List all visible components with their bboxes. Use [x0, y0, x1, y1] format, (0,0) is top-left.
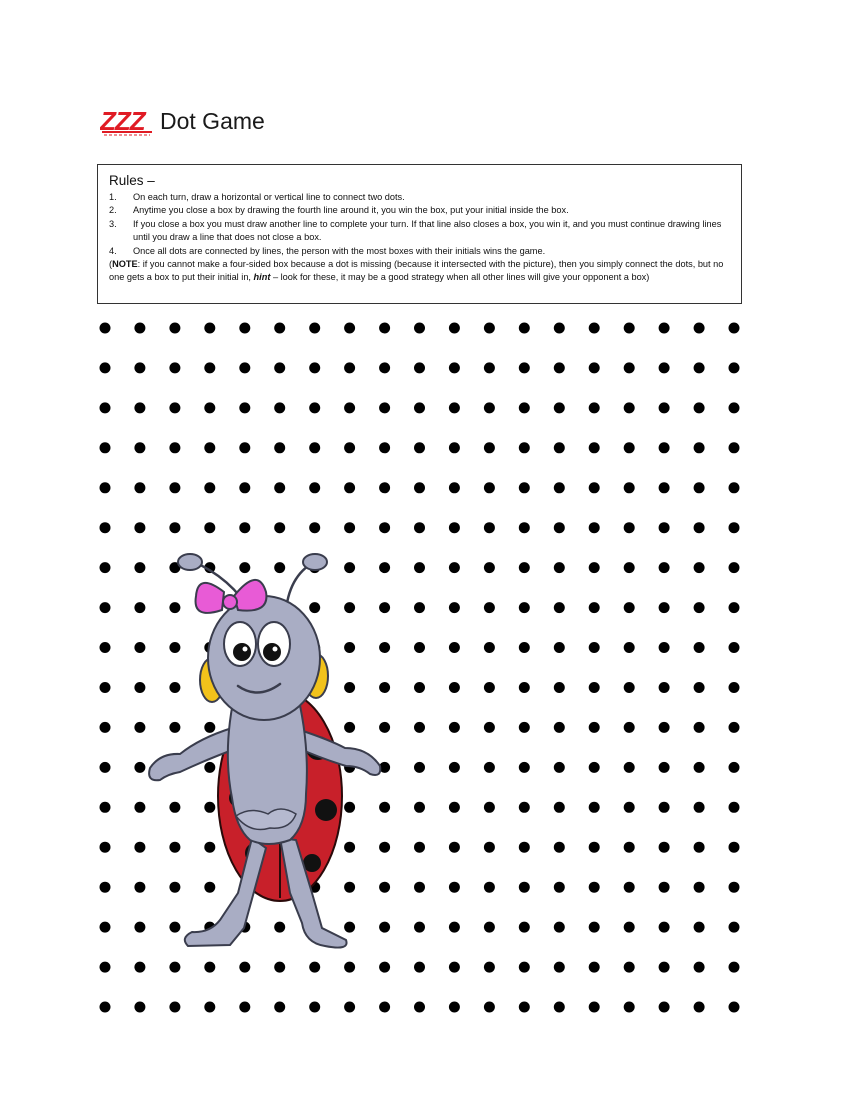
grid-dot[interactable]	[729, 882, 740, 893]
note-label: NOTE	[112, 259, 138, 270]
grid-dot[interactable]	[589, 323, 600, 334]
grid-dot[interactable]	[589, 722, 600, 733]
grid-dot[interactable]	[204, 402, 215, 413]
grid-dot[interactable]	[309, 362, 320, 373]
grid-dot[interactable]	[100, 842, 111, 853]
grid-dot[interactable]	[694, 962, 705, 973]
grid-dot[interactable]	[484, 962, 495, 973]
grid-dot[interactable]	[729, 842, 740, 853]
grid-dot[interactable]	[414, 762, 425, 773]
grid-dot[interactable]	[624, 722, 635, 733]
grid-dot[interactable]	[554, 1002, 565, 1013]
grid-dot[interactable]	[274, 402, 285, 413]
grid-dot[interactable]	[554, 922, 565, 933]
grid-dot[interactable]	[589, 642, 600, 653]
grid-dot[interactable]	[134, 362, 145, 373]
hint-text: – look for these, it may be a good strategy when all other lines will give your opponent a box)	[270, 272, 650, 283]
grid-dot[interactable]	[414, 602, 425, 613]
grid-dot[interactable]	[554, 682, 565, 693]
grid-dot[interactable]	[659, 722, 670, 733]
grid-dot[interactable]	[449, 1002, 460, 1013]
grid-dot[interactable]	[449, 922, 460, 933]
grid-dot[interactable]	[449, 642, 460, 653]
grid-dot[interactable]	[624, 802, 635, 813]
grid-dot[interactable]	[204, 442, 215, 453]
grid-dot[interactable]	[589, 442, 600, 453]
grid-dot[interactable]	[519, 482, 530, 493]
grid-dot[interactable]	[100, 402, 111, 413]
grid-dot[interactable]	[309, 323, 320, 334]
rule-number: 2.	[109, 205, 117, 216]
grid-dot[interactable]	[624, 402, 635, 413]
grid-dot[interactable]	[729, 802, 740, 813]
grid-dot[interactable]	[484, 762, 495, 773]
grid-dot[interactable]	[239, 482, 250, 493]
grid-dot[interactable]	[554, 882, 565, 893]
grid-dot[interactable]	[519, 802, 530, 813]
grid-dot[interactable]	[239, 522, 250, 533]
grid-dot[interactable]	[519, 762, 530, 773]
grid-dot[interactable]	[694, 442, 705, 453]
grid-dot[interactable]	[414, 922, 425, 933]
grid-dot[interactable]	[414, 482, 425, 493]
grid-dot[interactable]	[414, 323, 425, 334]
grid-dot[interactable]	[694, 362, 705, 373]
grid-dot[interactable]	[309, 522, 320, 533]
page-title: Dot Game	[160, 107, 265, 134]
grid-dot[interactable]	[624, 482, 635, 493]
grid-dot[interactable]	[484, 562, 495, 573]
grid-dot[interactable]	[659, 602, 670, 613]
rule-text: Anytime you close a box by drawing the fourth line around it, you win the box, put your initial inside the box.	[133, 205, 569, 216]
grid-dot[interactable]	[694, 323, 705, 334]
grid-dot[interactable]	[169, 522, 180, 533]
grid-dot[interactable]	[449, 802, 460, 813]
grid-dot[interactable]	[169, 442, 180, 453]
grid-dot[interactable]	[414, 642, 425, 653]
grid-dot[interactable]	[519, 882, 530, 893]
grid-dot[interactable]	[204, 522, 215, 533]
grid-dot[interactable]	[169, 362, 180, 373]
grid-dot[interactable]	[449, 362, 460, 373]
grid-dot[interactable]	[414, 722, 425, 733]
grid-dot[interactable]	[414, 1002, 425, 1013]
grid-dot[interactable]	[134, 402, 145, 413]
grid-dot[interactable]	[589, 402, 600, 413]
rule-text: Once all dots are connected by lines, the person with the most boxes with their initials wins the game.	[133, 245, 546, 256]
grid-dot[interactable]	[414, 962, 425, 973]
rule-text: If you close a box you must draw another line to complete your turn. If that line also closes a box, you win it, and you must continue drawing lines until you draw a line that does not close a box.	[133, 218, 722, 243]
grid-dot[interactable]	[484, 362, 495, 373]
grid-dot[interactable]	[624, 362, 635, 373]
grid-dot[interactable]	[344, 482, 355, 493]
rules-heading: Rules –	[109, 173, 155, 188]
grid-dot[interactable]	[659, 922, 670, 933]
grid-dot[interactable]	[484, 882, 495, 893]
grid-dot[interactable]	[589, 562, 600, 573]
grid-dot[interactable]	[729, 762, 740, 773]
grid-dot[interactable]	[100, 482, 111, 493]
grid-dot[interactable]	[274, 1002, 285, 1013]
grid-dot[interactable]	[100, 882, 111, 893]
grid-dot[interactable]	[309, 1002, 320, 1013]
grid-dot[interactable]	[100, 762, 111, 773]
grid-dot[interactable]	[309, 482, 320, 493]
grid-dot[interactable]	[659, 802, 670, 813]
grid-dot[interactable]	[449, 762, 460, 773]
grid-dot[interactable]	[519, 602, 530, 613]
grid-dot[interactable]	[554, 962, 565, 973]
grid-dot[interactable]	[694, 1002, 705, 1013]
grid-dot[interactable]	[449, 562, 460, 573]
grid-dot[interactable]	[379, 522, 390, 533]
grid-dot[interactable]	[484, 442, 495, 453]
grid-dot[interactable]	[134, 522, 145, 533]
grid-dot[interactable]	[624, 642, 635, 653]
grid-dot[interactable]	[274, 362, 285, 373]
grid-dot[interactable]	[204, 482, 215, 493]
grid-dot[interactable]	[694, 762, 705, 773]
grid-dot[interactable]	[624, 882, 635, 893]
grid-dot[interactable]	[659, 682, 670, 693]
grid-dot[interactable]	[729, 962, 740, 973]
grid-dot[interactable]	[589, 802, 600, 813]
grid-dot[interactable]	[519, 922, 530, 933]
grid-dot[interactable]	[624, 962, 635, 973]
grid-dot[interactable]	[624, 922, 635, 933]
grid-dot[interactable]	[519, 442, 530, 453]
grid-dot[interactable]	[519, 362, 530, 373]
grid-dot[interactable]	[624, 562, 635, 573]
grid-dot[interactable]	[694, 882, 705, 893]
grid-dot[interactable]	[554, 522, 565, 533]
grid-dot[interactable]	[624, 323, 635, 334]
grid-dot[interactable]	[659, 962, 670, 973]
grid-dot[interactable]	[694, 562, 705, 573]
grid-dot[interactable]	[379, 482, 390, 493]
grid-dot[interactable]	[239, 402, 250, 413]
grid-dot[interactable]	[659, 442, 670, 453]
grid-dot[interactable]	[449, 402, 460, 413]
grid-dot[interactable]	[484, 922, 495, 933]
grid-dot[interactable]	[379, 362, 390, 373]
grid-dot[interactable]	[414, 882, 425, 893]
grid-dot[interactable]	[694, 682, 705, 693]
grid-dot[interactable]	[694, 722, 705, 733]
grid-dot[interactable]	[449, 323, 460, 334]
grid-dot[interactable]	[589, 1002, 600, 1013]
grid-dot[interactable]	[414, 802, 425, 813]
grid-dot[interactable]	[554, 642, 565, 653]
grid-dot[interactable]	[100, 602, 111, 613]
grid-dot[interactable]	[729, 323, 740, 334]
grid-dot[interactable]	[554, 362, 565, 373]
grid-dot[interactable]	[414, 842, 425, 853]
grid-dot[interactable]	[624, 762, 635, 773]
grid-dot[interactable]	[589, 842, 600, 853]
grid-dot[interactable]	[484, 602, 495, 613]
grid-dot[interactable]	[554, 722, 565, 733]
grid-dot[interactable]	[729, 602, 740, 613]
grid-dot[interactable]	[274, 323, 285, 334]
grid-dot[interactable]	[554, 602, 565, 613]
grid-dot[interactable]	[729, 482, 740, 493]
grid-dot[interactable]	[100, 1002, 111, 1013]
grid-dot[interactable]	[100, 682, 111, 693]
grid-dot[interactable]	[519, 562, 530, 573]
grid-dot[interactable]	[484, 1002, 495, 1013]
grid-dot[interactable]	[659, 323, 670, 334]
grid-dot[interactable]	[589, 962, 600, 973]
grid-dot[interactable]	[100, 442, 111, 453]
grid-dot[interactable]	[729, 362, 740, 373]
grid-dot[interactable]	[100, 722, 111, 733]
grid-dot[interactable]	[134, 442, 145, 453]
grid-dot[interactable]	[624, 602, 635, 613]
grid-dot[interactable]	[239, 1002, 250, 1013]
grid-dot[interactable]	[659, 1002, 670, 1013]
grid-dot[interactable]	[554, 323, 565, 334]
grid-dot[interactable]	[729, 442, 740, 453]
grid-dot[interactable]	[449, 602, 460, 613]
grid-dot[interactable]	[694, 402, 705, 413]
grid-dot[interactable]	[659, 882, 670, 893]
grid-dot[interactable]	[169, 1002, 180, 1013]
grid-dot[interactable]	[169, 323, 180, 334]
grid-dot[interactable]	[484, 802, 495, 813]
grid-dot[interactable]	[169, 402, 180, 413]
grid-dot[interactable]	[519, 842, 530, 853]
grid-dot[interactable]	[484, 522, 495, 533]
grid-dot[interactable]	[449, 522, 460, 533]
grid-dot[interactable]	[589, 682, 600, 693]
grid-dot[interactable]	[519, 1002, 530, 1013]
grid-dot[interactable]	[274, 442, 285, 453]
grid-dot[interactable]	[659, 522, 670, 533]
grid-dot[interactable]	[729, 682, 740, 693]
grid-dot[interactable]	[344, 323, 355, 334]
grid-dot[interactable]	[379, 402, 390, 413]
grid-dot[interactable]	[100, 362, 111, 373]
grid-dot[interactable]	[100, 802, 111, 813]
grid-dot[interactable]	[694, 802, 705, 813]
grid-dot[interactable]	[204, 323, 215, 334]
grid-dot[interactable]	[100, 642, 111, 653]
grid-dot[interactable]	[484, 642, 495, 653]
grid-dot[interactable]	[274, 522, 285, 533]
grid-dot[interactable]	[554, 562, 565, 573]
grid-dot[interactable]	[449, 442, 460, 453]
grid-dot[interactable]	[624, 842, 635, 853]
grid-dot[interactable]	[414, 402, 425, 413]
grid-dot[interactable]	[484, 842, 495, 853]
grid-dot[interactable]	[624, 682, 635, 693]
grid-dot[interactable]	[344, 402, 355, 413]
grid-dot[interactable]	[344, 1002, 355, 1013]
grid-dot[interactable]	[414, 362, 425, 373]
rule-text: On each turn, draw a horizontal or vertical line to connect two dots.	[133, 192, 405, 202]
grid-dot[interactable]	[134, 323, 145, 334]
grid-dot[interactable]	[589, 482, 600, 493]
grid-dot[interactable]	[729, 562, 740, 573]
rule-number: 4.	[109, 245, 117, 256]
grid-dot[interactable]	[694, 482, 705, 493]
grid-dot[interactable]	[589, 362, 600, 373]
grid-dot[interactable]	[694, 922, 705, 933]
grid-dot[interactable]	[729, 642, 740, 653]
note-open-paren: (	[109, 259, 113, 270]
grid-dot[interactable]	[239, 442, 250, 453]
grid-dot[interactable]	[379, 323, 390, 334]
grid-dot[interactable]	[239, 362, 250, 373]
grid-dot[interactable]	[414, 442, 425, 453]
grid-dot[interactable]	[274, 482, 285, 493]
grid-dot[interactable]	[519, 522, 530, 533]
grid-dot[interactable]	[169, 482, 180, 493]
grid-dot[interactable]	[484, 682, 495, 693]
grid-dot[interactable]	[659, 402, 670, 413]
grid-dot[interactable]	[624, 442, 635, 453]
grid-dot[interactable]	[589, 602, 600, 613]
grid-dot[interactable]	[100, 922, 111, 933]
grid-dot[interactable]	[204, 362, 215, 373]
grid-dot[interactable]	[379, 1002, 390, 1013]
grid-dot[interactable]	[659, 842, 670, 853]
grid-dot[interactable]	[694, 602, 705, 613]
grid-dot[interactable]	[554, 802, 565, 813]
grid-dot[interactable]	[659, 362, 670, 373]
grid-dot[interactable]	[659, 482, 670, 493]
grid-dot[interactable]	[379, 442, 390, 453]
grid-dot[interactable]	[589, 762, 600, 773]
logo-text: ZZZ	[100, 106, 145, 136]
grid-dot[interactable]	[519, 402, 530, 413]
grid-dot[interactable]	[309, 442, 320, 453]
grid-dot[interactable]	[309, 402, 320, 413]
grid-dot[interactable]	[344, 442, 355, 453]
grid-dot[interactable]	[554, 842, 565, 853]
grid-dot[interactable]	[344, 362, 355, 373]
grid-dot[interactable]	[729, 722, 740, 733]
grid-dot[interactable]	[204, 1002, 215, 1013]
grid-dot[interactable]	[659, 562, 670, 573]
bow-icon	[196, 580, 267, 613]
note-text: : if you cannot make a four-sided box because a dot is missing (because it intersected with the picture), then you simply connect the dots, but no one gets a box to put their initial in,	[109, 259, 724, 283]
grid-dot[interactable]	[239, 323, 250, 334]
grid-dot[interactable]	[624, 522, 635, 533]
grid-dot[interactable]	[729, 922, 740, 933]
grid-dot[interactable]	[484, 482, 495, 493]
grid-dot[interactable]	[624, 1002, 635, 1013]
grid-dot[interactable]	[589, 882, 600, 893]
rule-number: 1.	[109, 192, 117, 202]
grid-dot[interactable]	[134, 1002, 145, 1013]
grid-dot[interactable]	[554, 402, 565, 413]
grid-dot[interactable]	[449, 722, 460, 733]
grid-dot[interactable]	[100, 522, 111, 533]
grid-dot[interactable]	[519, 642, 530, 653]
grid-dot[interactable]	[519, 962, 530, 973]
grid-dot[interactable]	[694, 842, 705, 853]
grid-dot[interactable]	[729, 402, 740, 413]
grid-dot[interactable]	[449, 482, 460, 493]
grid-dot[interactable]	[554, 762, 565, 773]
hint-label: hint	[253, 272, 271, 283]
grid-dot[interactable]	[729, 1002, 740, 1013]
grid-dot[interactable]	[100, 323, 111, 334]
grid-dot[interactable]	[519, 323, 530, 334]
grid-dot[interactable]	[134, 482, 145, 493]
grid-dot[interactable]	[729, 522, 740, 533]
grid-dot[interactable]	[449, 962, 460, 973]
grid-dot[interactable]	[554, 482, 565, 493]
grid-dot[interactable]	[449, 682, 460, 693]
grid-dot[interactable]	[554, 442, 565, 453]
grid-dot[interactable]	[589, 522, 600, 533]
grid-dot[interactable]	[449, 882, 460, 893]
grid-dot[interactable]	[589, 922, 600, 933]
grid-dot[interactable]	[414, 682, 425, 693]
grid-dot[interactable]	[100, 562, 111, 573]
grid-dot[interactable]	[659, 762, 670, 773]
rule-number: 3.	[109, 218, 117, 229]
grid-dot[interactable]	[484, 402, 495, 413]
grid-dot[interactable]	[519, 722, 530, 733]
ladybug-illustration	[140, 548, 390, 978]
grid-dot[interactable]	[519, 682, 530, 693]
grid-dot[interactable]	[659, 642, 670, 653]
grid-dot[interactable]	[694, 522, 705, 533]
grid-dot[interactable]	[414, 522, 425, 533]
grid-dot[interactable]	[344, 522, 355, 533]
grid-dot[interactable]	[484, 722, 495, 733]
grid-dot[interactable]	[100, 962, 111, 973]
grid-dot[interactable]	[449, 842, 460, 853]
grid-dot[interactable]	[414, 562, 425, 573]
grid-dot[interactable]	[484, 323, 495, 334]
grid-dot[interactable]	[694, 642, 705, 653]
